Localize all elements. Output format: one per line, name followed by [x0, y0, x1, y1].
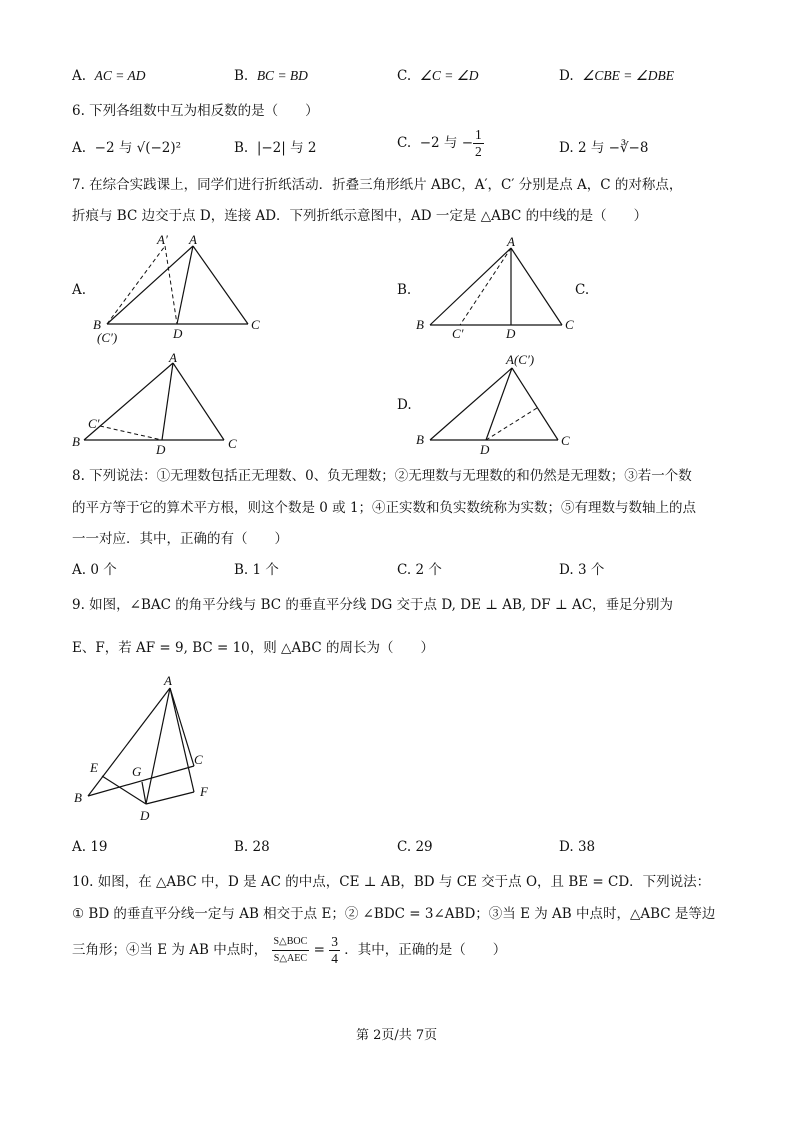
- fig-d-label-b: B: [416, 432, 424, 447]
- q10-line1: 10. 如图，在 △ABC 中，D 是 AC 的中点，CE ⊥ AB，BD 与 CE 交于点 O，且 BE = CD．下列说法：: [72, 874, 711, 890]
- fig-b-label-cprime: C′: [452, 326, 464, 341]
- q10-line3: 三角形；④当 E 为 AB 中点时， $\frac{\text{S△BOC}}{\text{S△AEC}}$ = $\frac{3}{4}$ ．其中，正确的是（ ）: [72, 934, 507, 966]
- q7-stem-line2: 折痕与 BC 边交于点 D，连接 AD．下列折纸示意图中，AD 一定是 △ABC 的中线的是（ ）: [72, 208, 648, 224]
- q6-option-b: B. |−2| 与 2: [234, 140, 317, 156]
- fig-b-label-a: A: [507, 234, 515, 249]
- fig-d-label-c: C: [561, 433, 570, 448]
- fig-c-label-cprime: C′: [88, 416, 100, 431]
- q6-option-c: C. −2 与 − $\frac{1}{2}$: [397, 127, 482, 159]
- q9-fig-label-a: A: [164, 673, 172, 688]
- q5-option-b: B. BC = BD: [234, 68, 308, 84]
- q6-option-a: A. −2 与 √(−2)²: [72, 140, 182, 156]
- q7-option-c-label: C.: [575, 282, 590, 298]
- q9-fig-label-e: E: [90, 760, 98, 775]
- q9-option-d: D. 38: [559, 839, 596, 855]
- q7-figure-d: [414, 350, 584, 460]
- q9-option-a: A. 19: [72, 839, 108, 855]
- q7-figure-c: [70, 348, 250, 458]
- q9-fig-label-g: G: [132, 764, 142, 779]
- q5-option-c: C. ∠C = ∠D: [397, 68, 479, 84]
- q10-line2: ① BD 的垂直平分线一定与 AB 相交于点 E；② ∠BDC = 3∠ABD；③当 E 为 AB 中点时，△ABC 是等边: [72, 906, 716, 922]
- fig-b-label-c: C: [565, 317, 574, 332]
- fig-a-label-b: B: [93, 317, 101, 332]
- fig-c-label-a: A: [169, 350, 177, 365]
- q9-figure: [70, 670, 230, 830]
- q6-stem: 6. 下列各组数中互为相反数的是（ ）: [72, 103, 319, 119]
- q8-option-b: B. 1 个: [234, 562, 279, 578]
- q7-figure-a: [85, 228, 270, 348]
- fig-c-label-d: D: [156, 442, 166, 457]
- fig-c-label-b: B: [72, 434, 80, 449]
- fig-b-label-d: D: [506, 326, 516, 341]
- fig-d-label-d: D: [480, 442, 490, 457]
- fig-a-label-a: A: [189, 232, 197, 247]
- q9-option-b: B. 28: [234, 839, 270, 855]
- q7-option-d-label: D.: [397, 397, 412, 413]
- q8-line1: 8. 下列说法：①无理数包括正无理数、0、负无理数；②无理数与无理数的和仍然是无理数；③若一个数: [72, 468, 692, 484]
- q5-option-a: A. AC = AD: [72, 68, 146, 84]
- q8-line3: 一一对应．其中，正确的有（ ）: [72, 531, 288, 547]
- q8-option-d: D. 3 个: [559, 562, 605, 578]
- fig-b-label-b: B: [416, 317, 424, 332]
- q7-figure-b: [412, 232, 582, 342]
- q8-option-a: A. 0 个: [72, 562, 117, 578]
- fig-a-label-aprime: A′: [157, 232, 168, 247]
- q8-line2: 的平方等于它的算术平方根，则这个数是 0 或 1；④正实数和负实数统称为实数；⑤有理数与数轴上的点: [72, 500, 697, 516]
- q6-option-d: D. 2 与 −∛−8: [559, 140, 649, 156]
- q9-fig-label-b: B: [74, 790, 82, 805]
- q7-option-b-label: B.: [397, 282, 412, 298]
- q7-option-a-label: A.: [72, 282, 87, 298]
- q9-fig-label-f: F: [200, 784, 208, 799]
- fig-d-label-a: A(C′): [506, 352, 535, 367]
- fig-a-label-c: C: [251, 317, 260, 332]
- fig-a-label-d: D: [173, 326, 183, 341]
- q7-stem-line1: 7. 在综合实践课上，同学们进行折纸活动．折叠三角形纸片 ABC，A′，C′ 分别是点 A，C 的对称点，: [72, 177, 683, 193]
- fig-c-label-c: C: [228, 436, 237, 451]
- q5-option-d: D. ∠CBE = ∠DBE: [559, 68, 675, 84]
- q9-fig-label-d: D: [140, 808, 150, 823]
- q9-fig-label-c: C: [194, 752, 203, 767]
- fig-a-label-cprime: (C′): [97, 330, 118, 345]
- q9-line1: 9. 如图，∠BAC 的角平分线与 BC 的垂直平分线 DG 交于点 D, DE ⊥ AB, DF ⊥ AC，垂足分别为: [72, 597, 674, 613]
- page-footer: 第 2页/共 7页: [356, 1028, 438, 1043]
- q9-option-c: C. 29: [397, 839, 433, 855]
- q8-option-c: C. 2 个: [397, 562, 442, 578]
- q9-line2: E、F，若 AF = 9, BC = 10，则 △ABC 的周长为（ ）: [72, 640, 434, 656]
